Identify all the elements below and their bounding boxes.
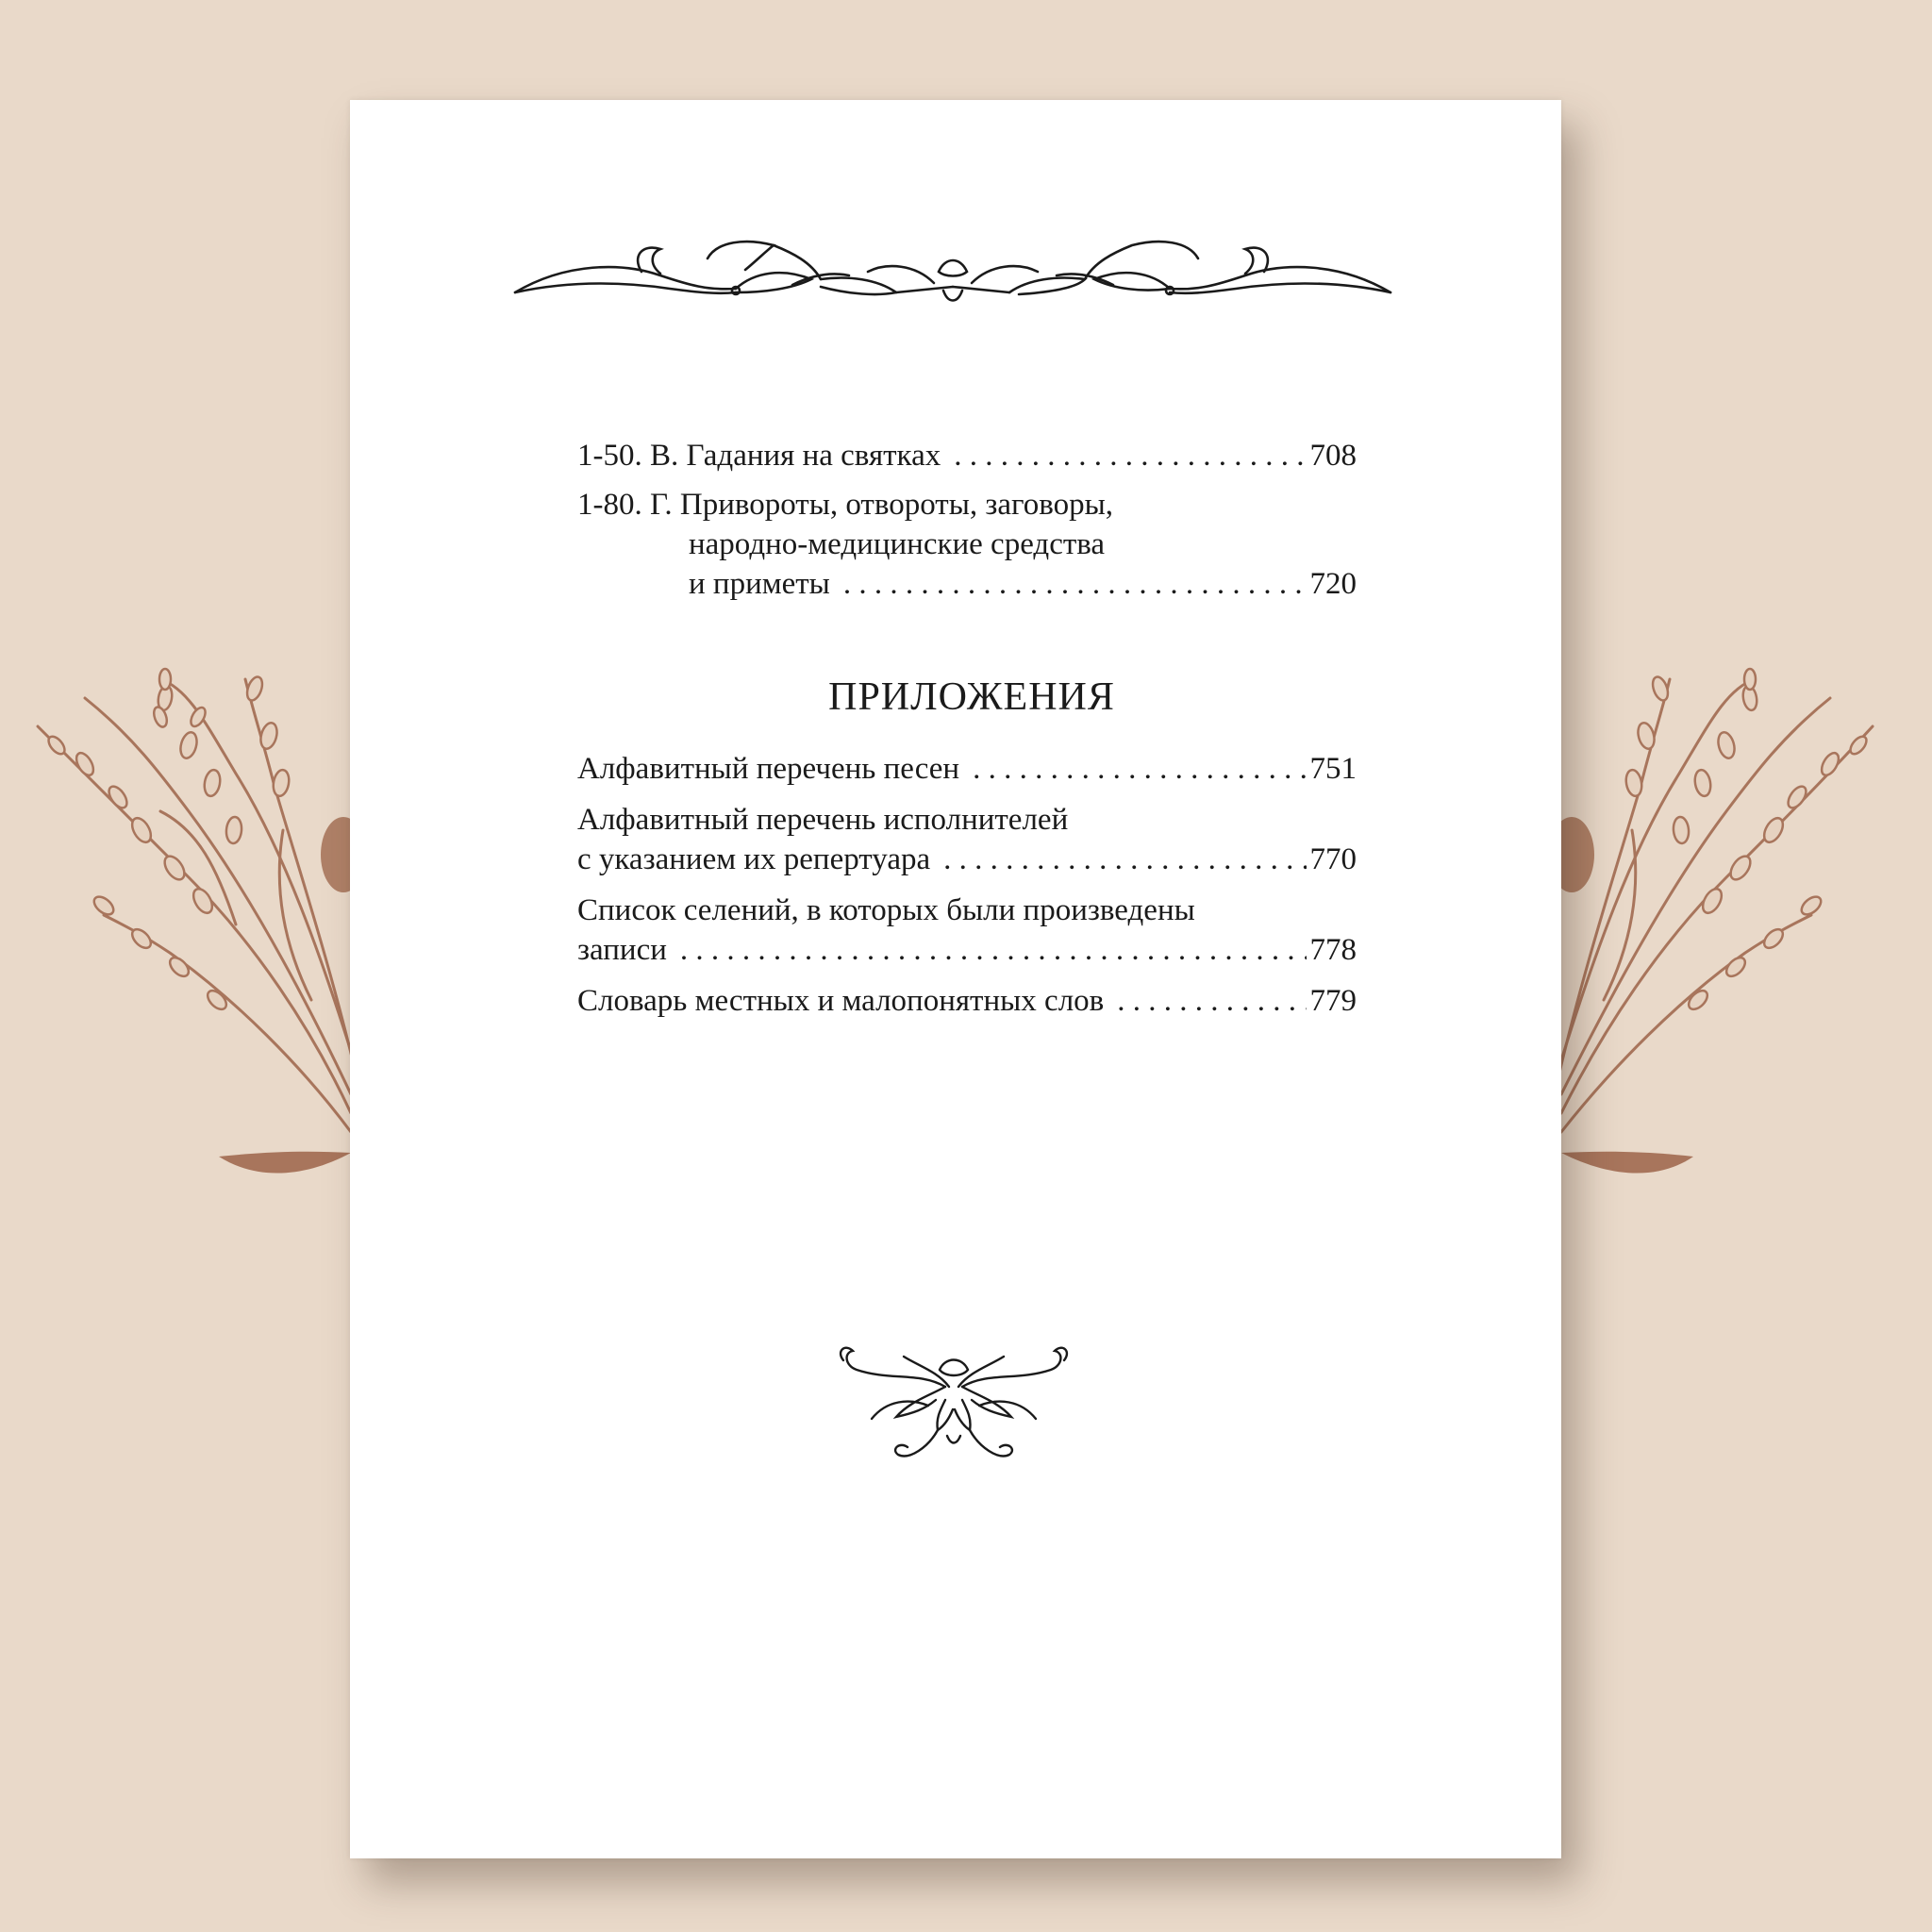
leader-dots: [1117, 981, 1306, 1021]
toc-entry-label: Список селений, в которых были произведены: [577, 893, 1195, 927]
leader-dots: [954, 436, 1306, 475]
toc-entry[interactable]: [577, 436, 1357, 475]
toc-entry-label: с указанием их репертуара: [577, 842, 931, 876]
table-of-contents: [577, 436, 1357, 1021]
toc-entry-label: записи: [577, 933, 667, 967]
toc-entry[interactable]: [577, 485, 1357, 604]
leader-dots: [843, 564, 1307, 604]
toc-entry[interactable]: [577, 981, 1357, 1021]
toc-entry[interactable]: [577, 891, 1357, 970]
toc-page-number: 720: [1309, 567, 1357, 601]
toc-entry-label: Словарь местных и малопонятных слов: [577, 984, 1105, 1018]
toc-entry-label: народно-медицинские средства: [689, 527, 1106, 561]
toc-entry-label: Алфавитный перечень песен: [577, 752, 960, 786]
ornament-divider-top-icon: [509, 234, 1396, 315]
toc-entry-label: 1-50. В. Гадания на святках: [577, 439, 941, 473]
ornament-vignette-bottom-icon: [834, 1343, 1074, 1470]
toc-entry[interactable]: [577, 749, 1357, 789]
willow-branch-left-icon: [38, 669, 366, 1174]
toc-page-number: 708: [1309, 439, 1357, 473]
toc-entry-label: и приметы: [689, 567, 830, 601]
leader-dots: [943, 840, 1306, 879]
toc-entry[interactable]: [577, 800, 1357, 879]
leader-dots: [973, 749, 1306, 789]
toc-page-number: 751: [1309, 752, 1357, 786]
toc-page-number: 778: [1309, 933, 1357, 967]
toc-page-number: 770: [1309, 842, 1357, 876]
section-title: ПРИЛОЖЕНИЯ: [828, 675, 1115, 719]
toc-entry-label: Алфавитный перечень исполнителей: [577, 803, 1069, 837]
willow-branch-right-icon: [1549, 669, 1873, 1174]
toc-entry-label: 1-80. Г. Привороты, отвороты, заговоры,: [577, 488, 1114, 522]
toc-page-number: 779: [1309, 984, 1357, 1018]
leader-dots: [680, 930, 1307, 970]
